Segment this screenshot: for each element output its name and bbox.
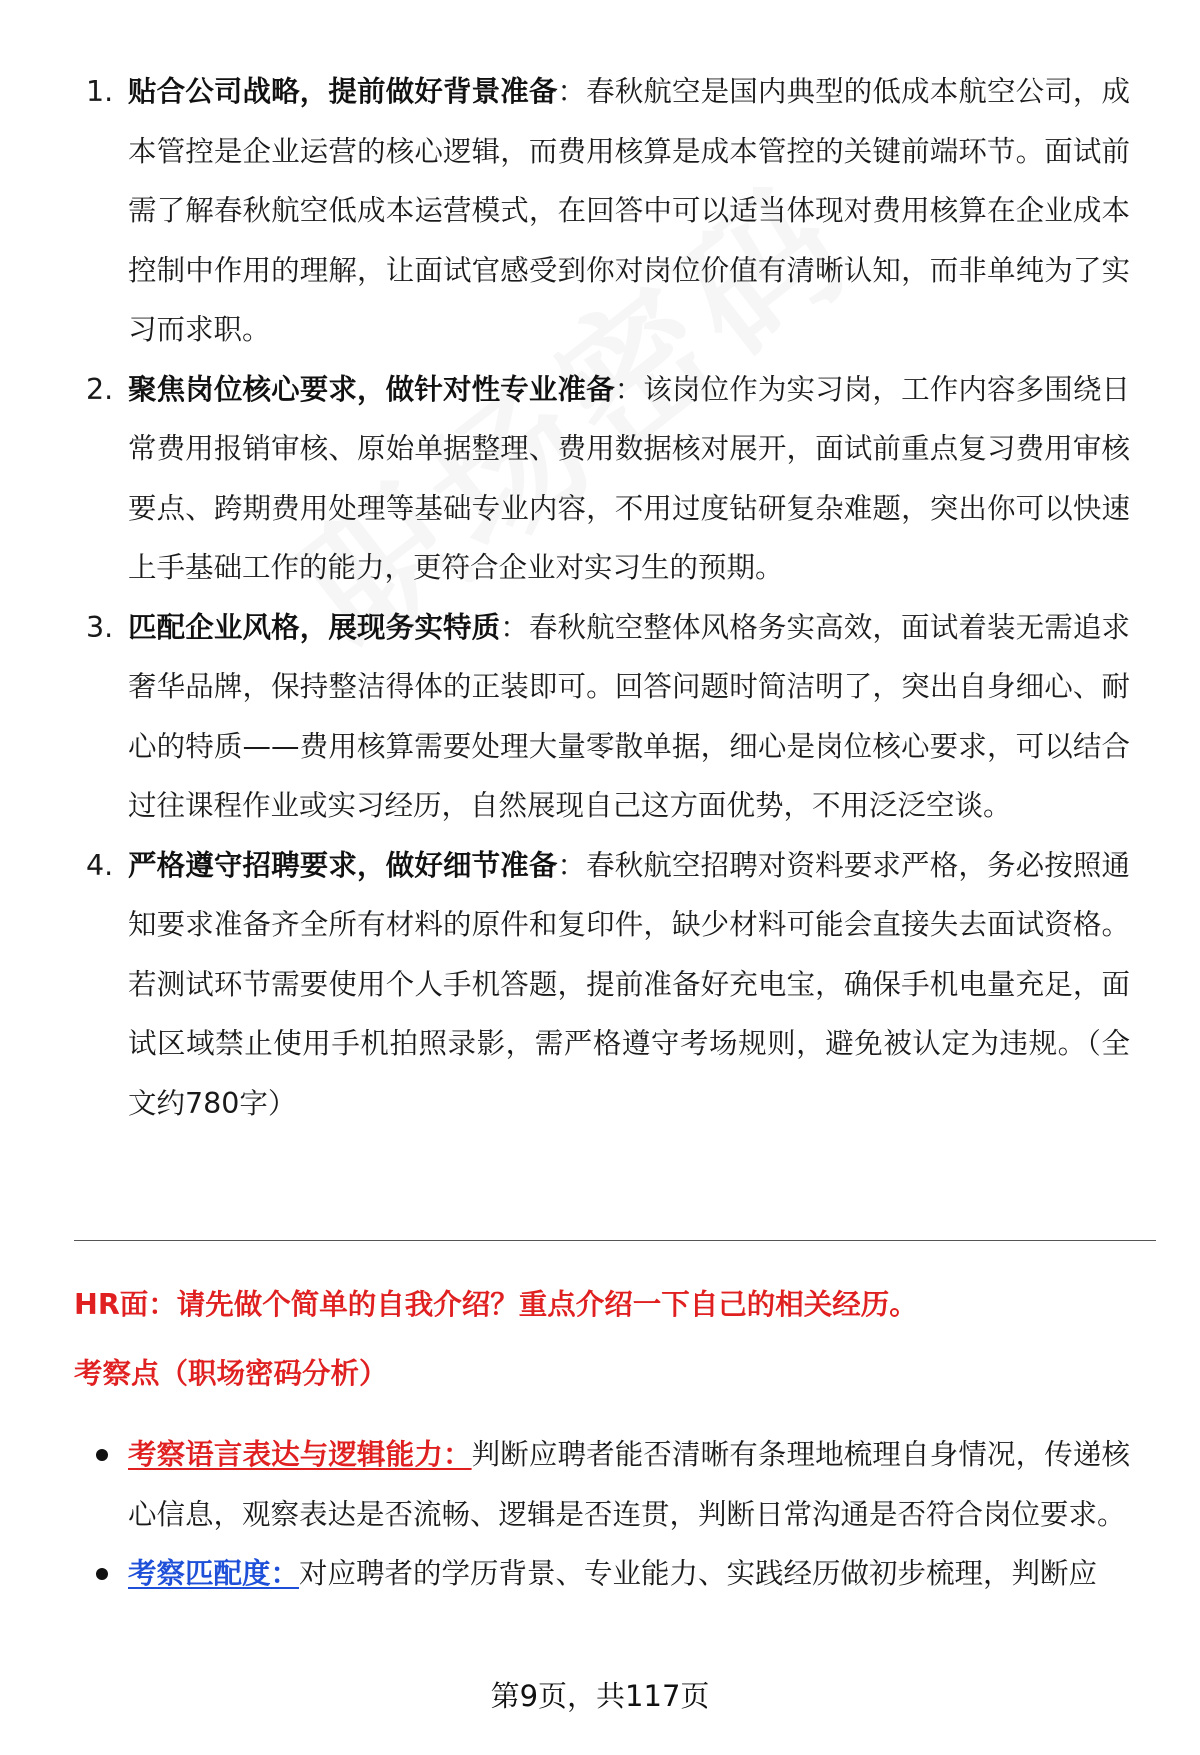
list-item-heading: 聚焦岗位核心要求，做针对性专业准备 [128, 372, 615, 406]
list-item-body: ：春秋航空招聘对资料要求严格，务必按照通知要求准备齐全所有材料的原件和复印件，缺少材料可能会直接失去面试资格。若测试环节需要使用个人手机答题，提前准备好充电宝，确保手机电量充足，面试区域禁止使用手机拍照录影，需严格遵守考场规则，避免被认定为违规。（全文约780字） [128, 848, 1130, 1120]
analysis-heading: 考察点（职场密码分析） [74, 1357, 388, 1390]
bullet-body: 判断应聘者能否清晰有条理地梳理自身情况，传递核心信息，观察表达是否流畅、逻辑是否连贯，判断日常沟通是否符合岗位要求。 [128, 1438, 1130, 1531]
list-item-body: ：春秋航空是国内典型的低成本航空公司，成本管控是企业运营的核心逻辑，而费用核算是成本管控的关键前端环节。面试前需了解春秋航空低成本运营模式，在回答中可以适当体现对费用核算在企业成本控制中作用的理解，让面试官感受到你对岗位价值有清晰认知，而非单纯为了实习而求职。 [128, 75, 1130, 346]
list-item-heading: 贴合公司战略，提前做好背景准备 [128, 75, 558, 108]
list-item-body: ：该岗位作为实习岗，工作内容多围绕日常费用报销审核、原始单据整理、费用数据核对展开，面试前重点复习费用审核要点、跨期费用处理等基础专业内容，不用过度钻研复杂难题，突出你可以快速上手基础工作的能力，更符合企业对实习生的预期。 [128, 372, 1130, 584]
page-number-footer: 第9页，共117页 [490, 1679, 710, 1713]
list-item-heading: 严格遵守招聘要求，做好细节准备 [128, 848, 558, 882]
bullet-heading-link[interactable]: 考察语言表达与逻辑能力： [128, 1438, 472, 1471]
list-item-number: 2. [86, 372, 114, 406]
bullet-heading-link[interactable]: 考察匹配度： [128, 1557, 300, 1590]
tips-list [0, 62, 1200, 1133]
hr-question-heading: HR面：请先做个简单的自我介绍？重点介绍一下自己的相关经历。 [74, 1288, 918, 1321]
bullet-item [0, 1544, 1200, 1604]
bullet-dot-icon [96, 1449, 108, 1461]
list-item-number: 3. [86, 610, 114, 644]
bullet-item [0, 1425, 1200, 1544]
list-item-number: 1. [86, 75, 114, 108]
list-item-heading: 匹配企业风格，展现务实特质 [128, 610, 501, 644]
list-item [0, 62, 1200, 360]
list-item [0, 598, 1200, 836]
analysis-bullet-list [0, 1425, 1200, 1604]
list-item [0, 836, 1200, 1134]
bullet-body: 对应聘者的学历背景、专业能力、实践经历做初步梳理，判断应 [299, 1557, 1098, 1590]
section-divider [74, 1240, 1156, 1241]
list-item-number: 4. [86, 848, 114, 882]
list-item [0, 360, 1200, 598]
list-item-body: ：春秋航空整体风格务实高效，面试着装无需追求奢华品牌，保持整洁得体的正装即可。回答问题时简洁明了，突出自身细心、耐心的特质——费用核算需要处理大量零散单据，细心是岗位核心要求，可以结合过往课程作业或实习经历，自然展现自己这方面优势，不用泛泛空谈。 [128, 610, 1130, 822]
bullet-dot-icon [96, 1568, 108, 1580]
